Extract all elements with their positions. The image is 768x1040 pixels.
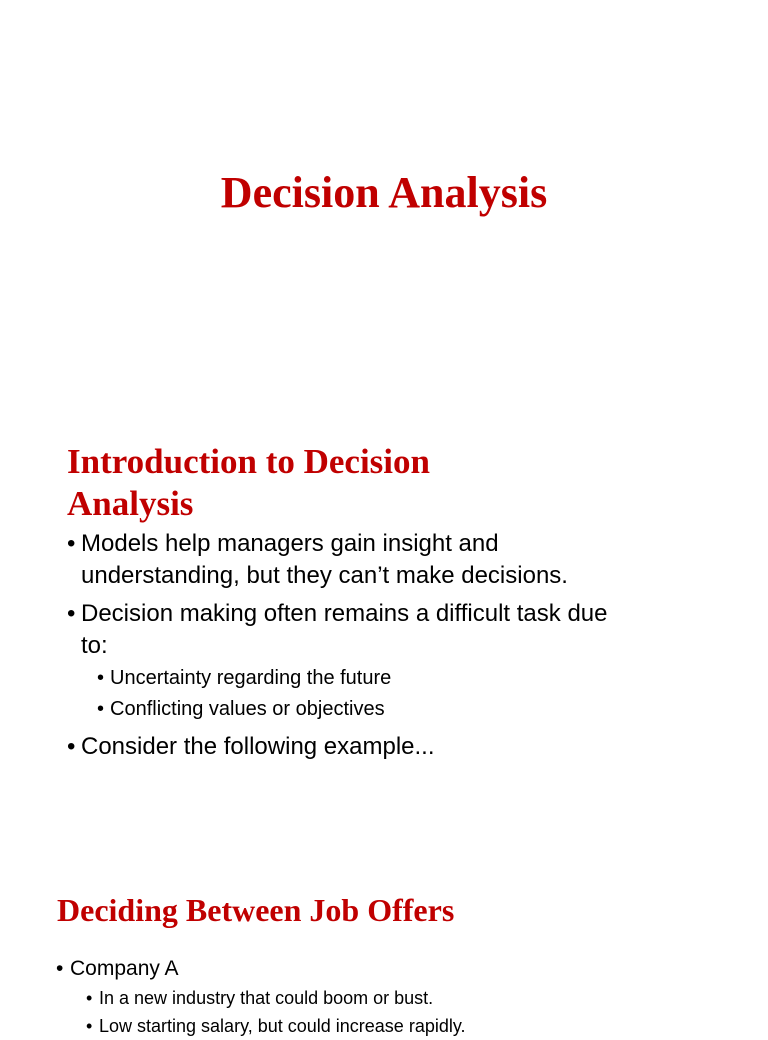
- bullet-text: Company A: [70, 957, 179, 980]
- sub-bullet-text: Uncertainty regarding the future: [110, 667, 392, 689]
- sub-list-item: [86, 1012, 736, 1040]
- sub-bullet-text: Low starting salary, but could increase rapidly.: [99, 1016, 466, 1036]
- list-item: [67, 598, 707, 662]
- list-item: [56, 954, 736, 984]
- sub-bullet-text: Conflicting values or objectives: [110, 698, 385, 720]
- bullet-icon: •: [97, 667, 105, 689]
- bullet-text: Models help managers gain insight and: [81, 530, 499, 557]
- bullet-text: Consider the following example...: [81, 733, 435, 760]
- bullet-icon: •: [86, 988, 93, 1008]
- slide-heading-job-offers: Deciding Between Job Offers: [57, 892, 455, 928]
- bullet-icon: •: [56, 957, 64, 980]
- heading-line: Introduction to Decision: [67, 442, 430, 481]
- slide-title: Decision Analysis: [220, 168, 548, 217]
- bullet-text: understanding, but they can’t make decisions.: [81, 562, 568, 589]
- sub-list-item: [97, 663, 707, 694]
- sub-bullet-text: In a new industry that could boom or bust.: [99, 988, 434, 1008]
- bullet-list: [56, 954, 736, 1040]
- bullet-icon: •: [67, 733, 76, 760]
- bullet-icon: •: [67, 530, 76, 557]
- bullet-list: [67, 528, 707, 763]
- list-item: [67, 528, 707, 592]
- bullet-icon: •: [86, 1016, 93, 1036]
- sub-list-item: [86, 984, 736, 1012]
- sub-list-item: [97, 694, 707, 725]
- slide-heading-introduction: [67, 441, 707, 525]
- bullet-text: Decision making often remains a difficult task due: [81, 600, 608, 627]
- list-item: [67, 731, 707, 763]
- heading-line: Analysis: [67, 484, 194, 523]
- bullet-icon: •: [67, 600, 76, 627]
- bullet-text: to:: [81, 632, 108, 659]
- bullet-icon: •: [97, 698, 105, 720]
